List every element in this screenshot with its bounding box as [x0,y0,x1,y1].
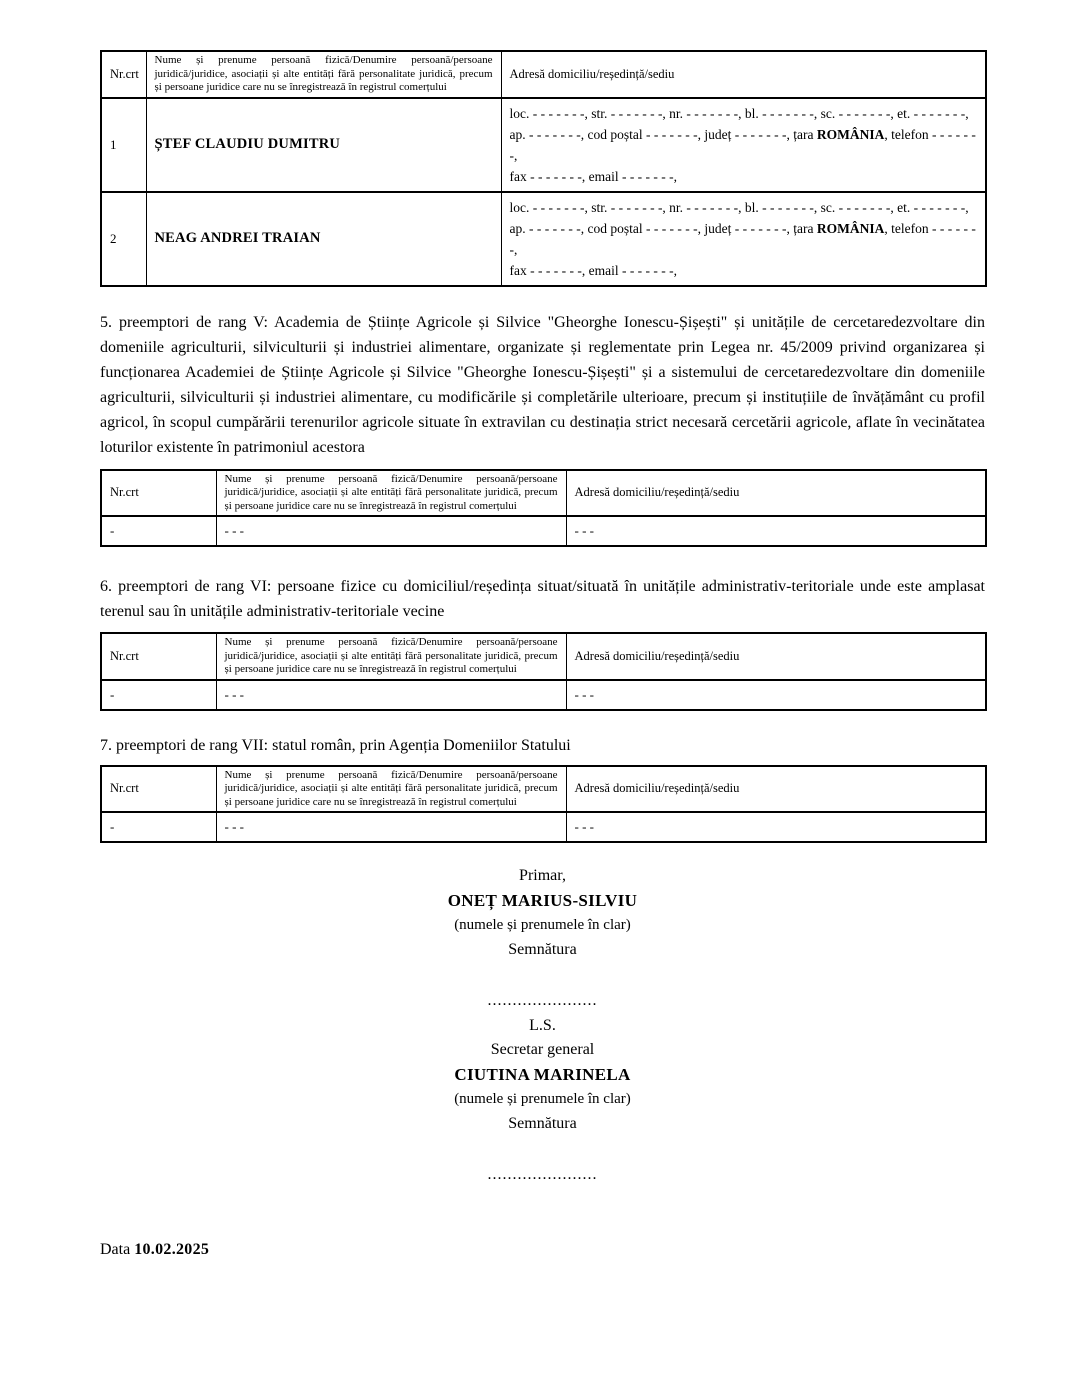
country-name: ROMÂNIA [816,220,885,236]
header-name: Nume și prenume persoană fizică/Denumire persoană/persoane juridică/juridice, asociații și alte entități fără personalitate juridică, precum și persoane juridice care nu se înregistrează în registrul comerțului [216,766,566,813]
date-value: 10.02.2025 [134,1240,210,1258]
header-address: Adresă domiciliu/reședință/sediu [566,470,986,517]
address-line-2: ap. - - - - - - -, cod poștal - - - - - - -, județ - - - - - - -, țara ROMÂNIA, telefon - - - - - - -, [509,220,976,257]
header-nrcrt: Nr.crt [101,633,216,680]
person-address [501,98,986,192]
preemptors-table-main [100,50,987,287]
name-clar-note: (numele și prenumele în clar) [454,1091,631,1107]
empty-row [101,812,986,842]
header-nrcrt: Nr.crt [101,766,216,813]
ls-label: L.S. [529,1016,556,1034]
table-row [101,98,986,192]
table-header-row [101,633,986,680]
person-name: - - - [216,812,566,842]
preemptors-table-rang5 [100,469,987,548]
address-line-1: loc. - - - - - - -, str. - - - - - - -, nr. - - - - - - -, bl. - - - - - - -, sc. - - - - - - -, et. - - - - - - -, [509,199,969,215]
secretar-title: Secretar general [490,1041,595,1058]
signature-dots-line: ...................... [487,992,598,1009]
semnatura-label: Semnătura [508,1114,577,1132]
header-address: Adresă domiciliu/reședință/sediu [566,633,986,680]
row-number: 1 [101,98,146,192]
row-number: - [101,812,216,842]
person-address [501,192,986,286]
address-line-3: fax - - - - - - -, email - - - - - - -, [509,168,678,184]
header-nrcrt: Nr.crt [101,51,146,98]
empty-row [101,516,986,546]
address-line-3: fax - - - - - - -, email - - - - - - -, [509,262,678,278]
person-address: - - - [566,812,986,842]
person-name: - - - [216,680,566,710]
header-address: Adresă domiciliu/reședință/sediu [501,51,986,98]
primar-title: Primar, [519,867,566,884]
preemptors-table-rang7 [100,765,987,844]
table-header-row [101,470,986,517]
signature-block [100,864,985,1188]
person-name: - - - [216,516,566,546]
section5-paragraph: 5. preemptori de rang V: Academia de Științe Agricole și Silvice "Gheorghe Ionescu-Șișești" și unitățile de cercetaredezvoltare din domeniile agriculturii, silviculturii și industriei alimentare, organizate și reglementate prin Legea nr. 45/2009 privind organizarea și funcționarea Academiei de Științe Agricole și Silvice "Gheorghe Ionescu-Șișești" și a sistemului de cercetaredezvoltare din domeniile agriculturii, silviculturii și industriei alimentare, cu modificările și completările ulterioare, precum și instituțiile de învățământ cu profil agricol, în scopul cumpărării terenurilor agricole situate în extravilan cu destinația strict necesară cercetării agricole, aflate în vecinătatea loturilor existente în patrimoniul acestora [100,313,985,456]
address-line-2: ap. - - - - - - -, cod poștal - - - - - - -, județ - - - - - - -, țara ROMÂNIA, telefon - - - - - - -, [509,126,976,163]
table-row [101,192,986,286]
address-line-1: loc. - - - - - - -, str. - - - - - - -, nr. - - - - - - -, bl. - - - - - - -, sc. - - - - - - -, et. - - - - - - -, [509,105,969,121]
person-name: ȘTEF CLAUDIU DUMITRU [146,98,501,192]
header-name: Nume și prenume persoană fizică/Denumire persoană/persoane juridică/juridice, asociații și alte entități fără personalitate juridică, precum și persoane juridice care nu se înregistrează în registrul comerțului [216,633,566,680]
header-nrcrt: Nr.crt [101,470,216,517]
person-address: - - - [566,516,986,546]
secretar-name: CIUTINA MARINELA [454,1064,631,1084]
person-address: - - - [566,680,986,710]
table-header-row [101,766,986,813]
row-number: - [101,516,216,546]
row-number: - [101,680,216,710]
country-name: ROMÂNIA [816,126,885,142]
empty-row [101,680,986,710]
header-name: Nume și prenume persoană fizică/Denumire persoană/persoane juridică/juridice, asociații și alte entități fără personalitate juridică, precum și persoane juridice care nu se înregistrează în registrul comerțului [146,51,501,98]
section7-paragraph: 7. preemptori de rang VII: statul român, prin Agenția Domeniilor Statului [100,736,571,754]
row-number: 2 [101,192,146,286]
section6-paragraph: 6. preemptori de rang VI: persoane fizice cu domiciliul/reședința situat/situată în unitățile administrativ-teritoriale unde este amplasat terenul sau în unitățile administrativ-teritoriale vecine [100,578,985,620]
header-address: Adresă domiciliu/reședință/sediu [566,766,986,813]
person-name: NEAG ANDREI TRAIAN [146,192,501,286]
preemptors-table-rang6 [100,632,987,711]
primar-name: ONEȚ MARIUS-SILVIU [447,890,638,910]
semnatura-label: Semnătura [508,940,577,958]
signature-dots-line: ...................... [487,1166,598,1183]
date-label: Data [100,1240,131,1258]
document-date [100,1241,985,1259]
table-header-row [101,51,986,98]
name-clar-note: (numele și prenumele în clar) [454,917,631,933]
header-name: Nume și prenume persoană fizică/Denumire persoană/persoane juridică/juridice, asociații și alte entități fără personalitate juridică, precum și persoane juridice care nu se înregistrează în registrul comerțului [216,470,566,517]
